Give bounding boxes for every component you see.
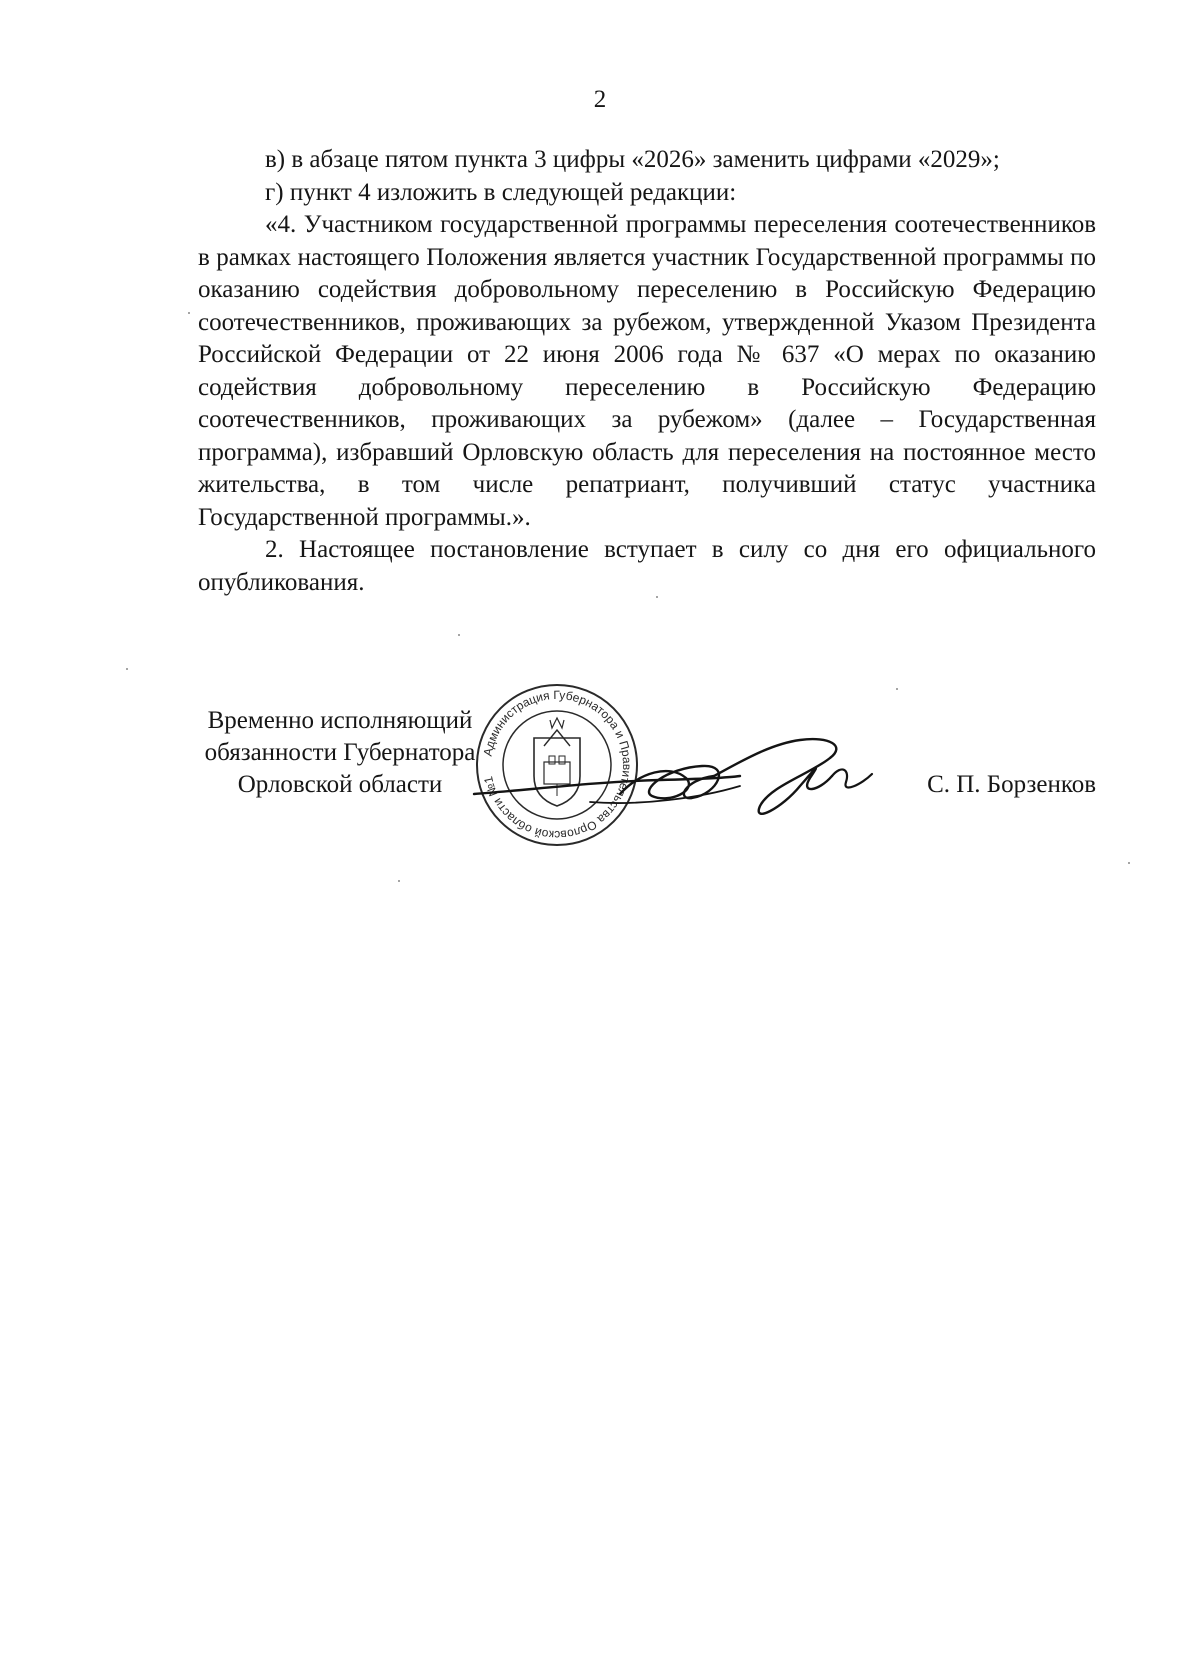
document-body (198, 144, 1096, 599)
paragraph-2: 2. Настоящее постановление вступает в силу со дня его официального опубликования. (198, 536, 1096, 596)
scan-speck (1128, 862, 1130, 864)
page-number: 2 (593, 86, 607, 113)
signatory-title-line: Орловской области (237, 771, 443, 798)
signatory-title-line: обязанности Губернатора (204, 739, 476, 766)
scan-speck (458, 634, 460, 636)
paragraph-point-4: «4. Участником государственной программы переселения соотечественников в рамках настоящего Положения является участник Государственной программы по оказанию содействия добровольному переселению в Российскую Федерацию соотечественников, проживающих за рубежом, утвержденной Указом Президента Российской Федерации от 22 июня 2006 года № 637 «О мерах по оказанию содействия добровольному переселению в Российскую Федерацию соотечественников, проживающих за рубежом» (далее – Государственная программа), избравший Орловскую область для переселения на постоянное место жительства, в том числе репатриант, получивший статус участника Государственной программы.». (198, 211, 1096, 531)
paragraph-g: г) пункт 4 изложить в следующей редакции: (265, 178, 737, 206)
scan-speck (656, 596, 658, 598)
signatory-title-line: Временно исполняющий (207, 707, 473, 734)
signatory-name: С. П. Борзенков (927, 771, 1096, 798)
paragraph-v: в) в абзаце пятом пункта 3 цифры «2026» заменить цифрами «2029»; (265, 146, 1000, 173)
scan-speck (896, 688, 898, 690)
scan-speck (188, 312, 190, 314)
scan-speck (398, 880, 400, 882)
scan-speck (126, 668, 128, 670)
handwritten-signature (470, 722, 910, 832)
svg-text:Администрация Губернатора и Пр: Администрация Губернатора и Правительства Орловской области №1 (480, 687, 635, 843)
